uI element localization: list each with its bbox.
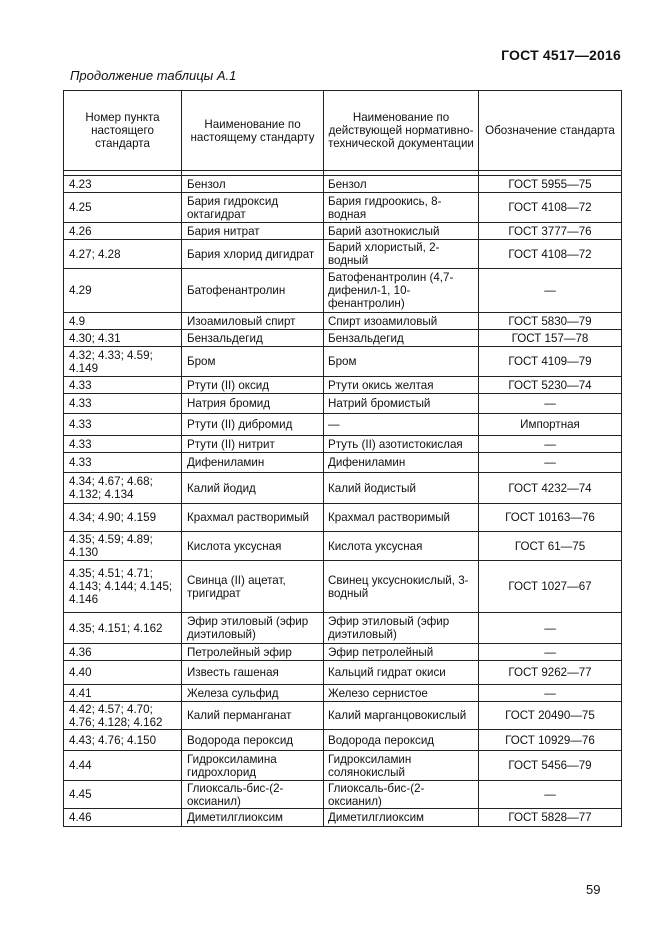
cell-item: 4.29 [64,269,182,313]
table-row [64,313,622,330]
cell-item: 4.44 [64,751,182,781]
cell-doc-name: Бария гидроокись, 8-водная [324,193,479,223]
table-row [64,685,622,702]
table-row [64,414,622,436]
cell-item: 4.26 [64,223,182,240]
table-row [64,394,622,414]
cell-doc-name: Бром [324,347,479,377]
cell-doc-name: Водорода пероксид [324,730,479,751]
cell-item: 4.36 [64,644,182,661]
cell-doc-name: Барий хлористый, 2-водный [324,240,479,269]
cell-standard: — [479,453,622,473]
cell-name: Водорода пероксид [182,730,324,751]
cell-standard: — [479,781,622,809]
cell-item: 4.40 [64,661,182,685]
cell-standard: ГОСТ 9262—77 [479,661,622,685]
cell-standard: — [479,613,622,644]
cell-name: Натрия бромид [182,394,324,414]
cell-item: 4.43; 4.76; 4.150 [64,730,182,751]
cell-standard: ГОСТ 5955—75 [479,176,622,193]
table-header-row [64,91,622,171]
cell-doc-name: Барий азотнокислый [324,223,479,240]
cell-standard: — [479,269,622,313]
cell-standard: ГОСТ 5830—79 [479,313,622,330]
table-row [64,176,622,193]
cell-item: 4.25 [64,193,182,223]
table-row [64,751,622,781]
cell-item: 4.30; 4.31 [64,330,182,347]
cell-name: Ртути (II) оксид [182,377,324,394]
cell-item: 4.33 [64,453,182,473]
cell-name: Изоамиловый спирт [182,313,324,330]
table-row [64,223,622,240]
cell-doc-name: Бензол [324,176,479,193]
cell-doc-name: Ртути окись желтая [324,377,479,394]
column-header-standard: Обозначение стандарта [479,91,622,171]
cell-doc-name: Крахмал растворимый [324,504,479,532]
column-header-name: Наименование по настоящему стандарту [182,91,324,171]
table-row [64,347,622,377]
cell-item: 4.32; 4.33; 4.59; 4.149 [64,347,182,377]
cell-standard: — [479,394,622,414]
cell-item: 4.46 [64,809,182,827]
cell-doc-name: Свинец уксуснокислый, 3-водный [324,561,479,613]
cell-doc-name: Калий марганцовокислый [324,702,479,730]
cell-name: Бария гидроксид октагидрат [182,193,324,223]
cell-name: Бария нитрат [182,223,324,240]
cell-name: Ртути (II) нитрит [182,436,324,453]
cell-name: Кислота уксусная [182,532,324,561]
cell-doc-name: Гидроксиламин солянокислый [324,751,479,781]
cell-standard: ГОСТ 5230—74 [479,377,622,394]
standard-header: ГОСТ 4517—2016 [501,47,621,63]
cell-doc-name: Железо сернистое [324,685,479,702]
table-row [64,504,622,532]
cell-standard: ГОСТ 61—75 [479,532,622,561]
table-row [64,453,622,473]
cell-name: Диметилглиоксим [182,809,324,827]
cell-item: 4.41 [64,685,182,702]
cell-standard: ГОСТ 157—78 [479,330,622,347]
cell-doc-name: Спирт изоамиловый [324,313,479,330]
cell-standard: ГОСТ 5828—77 [479,809,622,827]
table-row [64,561,622,613]
cell-item: 4.35; 4.59; 4.89; 4.130 [64,532,182,561]
page-number: 59 [586,882,601,897]
cell-item: 4.35; 4.151; 4.162 [64,613,182,644]
cell-item: 4.42; 4.57; 4.70; 4.76; 4.128; 4.162 [64,702,182,730]
cell-standard: ГОСТ 20490—75 [479,702,622,730]
cell-standard: ГОСТ 5456—79 [479,751,622,781]
cell-standard: ГОСТ 4108—72 [479,193,622,223]
cell-item: 4.33 [64,377,182,394]
cell-standard: ГОСТ 4232—74 [479,473,622,504]
cell-name: Бензальдегид [182,330,324,347]
cell-name: Бария хлорид дигидрат [182,240,324,269]
cell-doc-name: Ртуть (II) азотистокислая [324,436,479,453]
table-row [64,269,622,313]
table-row [64,436,622,453]
cell-doc-name: Натрий бромистый [324,394,479,414]
cell-name: Известь гашеная [182,661,324,685]
cell-name: Свинца (II) ацетат, тригидрат [182,561,324,613]
table-body [64,171,622,827]
cell-doc-name: Батофенантролин (4,7-дифенил-1, 10-фенантролин) [324,269,479,313]
cell-standard: Импортная [479,414,622,436]
cell-name: Бензол [182,176,324,193]
table-row [64,702,622,730]
cell-standard: ГОСТ 10929—76 [479,730,622,751]
table-row [64,330,622,347]
table-row [64,377,622,394]
cell-name: Батофенантролин [182,269,324,313]
cell-doc-name: Бензальдегид [324,330,479,347]
cell-standard: ГОСТ 4109—79 [479,347,622,377]
column-header-item: Номер пункта настоящего стандарта [64,91,182,171]
cell-doc-name: Кальций гидрат окиси [324,661,479,685]
cell-name: Гидроксиламина гидрохлорид [182,751,324,781]
cell-name: Железа сульфид [182,685,324,702]
cell-item: 4.34; 4.67; 4.68; 4.132; 4.134 [64,473,182,504]
cell-item: 4.33 [64,414,182,436]
cell-doc-name: Эфир петролейный [324,644,479,661]
cell-standard: — [479,644,622,661]
cell-standard: ГОСТ 3777—76 [479,223,622,240]
cell-standard: ГОСТ 10163—76 [479,504,622,532]
cell-item: 4.27; 4.28 [64,240,182,269]
cell-name: Эфир этиловый (эфир диэтиловый) [182,613,324,644]
cell-standard: — [479,685,622,702]
cell-item: 4.35; 4.51; 4.71; 4.143; 4.144; 4.145; 4.146 [64,561,182,613]
cell-name: Крахмал растворимый [182,504,324,532]
cell-item: 4.45 [64,781,182,809]
table-row [64,781,622,809]
table-row [64,661,622,685]
table-row [64,644,622,661]
cell-doc-name: Глиоксаль-бис-(2-оксианил) [324,781,479,809]
cell-doc-name: Кислота уксусная [324,532,479,561]
cell-name: Калий йодид [182,473,324,504]
cell-item: 4.23 [64,176,182,193]
table-row [64,473,622,504]
column-header-doc-name: Наименование по действующей нормативно-технической документации [324,91,479,171]
cell-item: 4.34; 4.90; 4.159 [64,504,182,532]
cell-doc-name: Калий йодистый [324,473,479,504]
cell-name: Бром [182,347,324,377]
cell-doc-name: Диметилглиоксим [324,809,479,827]
table-row [64,193,622,223]
cell-name: Ртути (II) дибромид [182,414,324,436]
cell-name: Петролейный эфир [182,644,324,661]
cell-item: 4.33 [64,394,182,414]
cell-doc-name: Эфир этиловый (эфир диэтиловый) [324,613,479,644]
table-row [64,613,622,644]
cell-doc-name: — [324,414,479,436]
standards-table [63,90,622,827]
table-row [64,730,622,751]
table-row [64,240,622,269]
cell-standard: — [479,436,622,453]
cell-standard: ГОСТ 1027—67 [479,561,622,613]
cell-item: 4.33 [64,436,182,453]
table-row [64,532,622,561]
table-caption: Продолжение таблицы А.1 [70,68,237,83]
cell-name: Дифениламин [182,453,324,473]
cell-item: 4.9 [64,313,182,330]
cell-standard: ГОСТ 4108—72 [479,240,622,269]
cell-doc-name: Дифениламин [324,453,479,473]
cell-name: Глиоксаль-бис-(2-оксианил) [182,781,324,809]
table-row [64,809,622,827]
cell-name: Калий перманганат [182,702,324,730]
